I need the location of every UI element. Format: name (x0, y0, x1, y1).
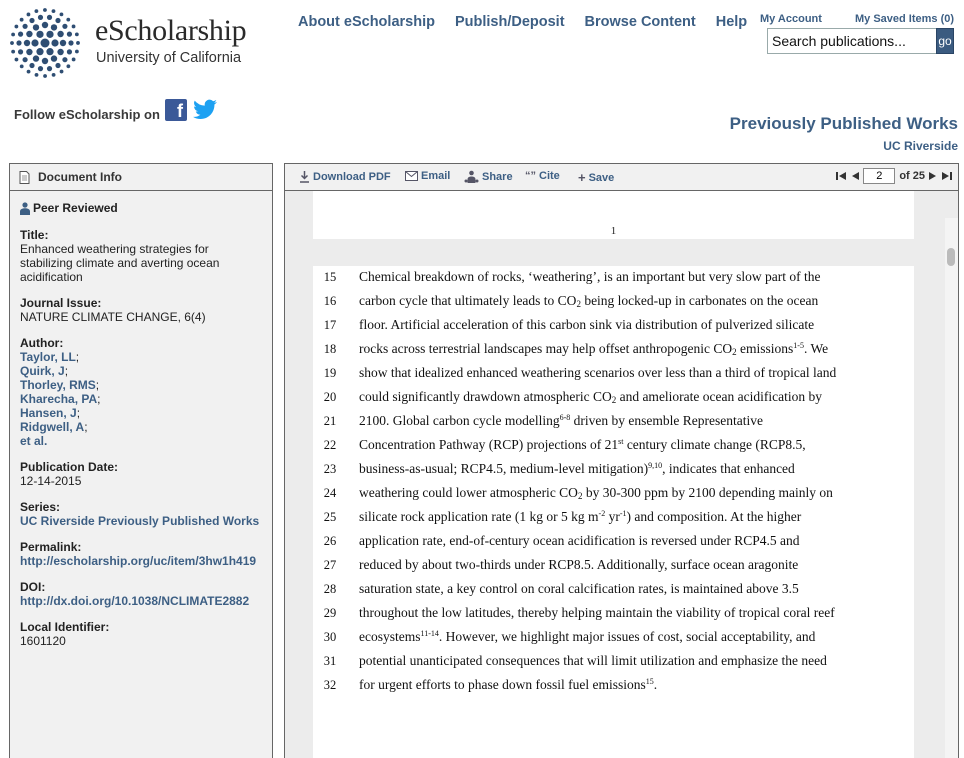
line-text: floor. Artificial acceleration of this carbon sink via distribution of pulverized silicate (359, 317, 815, 332)
previous-page (313, 191, 914, 239)
line-number: 18 (323, 342, 337, 356)
save-label: Save (588, 171, 615, 184)
series-label: Series: (20, 500, 61, 514)
journal-issue: NATURE CLIMATE CHANGE, 6(4) (20, 310, 206, 324)
document-line (313, 653, 914, 677)
cite-icon: “” (525, 170, 536, 182)
line-number: 24 (323, 486, 337, 500)
author-separator: ; (84, 420, 88, 434)
document-line (313, 389, 914, 413)
viewer-toolbar (285, 164, 958, 191)
follow-text: Follow eScholarship on (14, 107, 160, 122)
scrollbar-thumb[interactable] (947, 248, 955, 266)
author-link[interactable]: Kharecha, PA (20, 392, 98, 406)
line-number: 19 (323, 366, 337, 380)
pdf-viewer (284, 163, 959, 758)
page-number-input[interactable] (863, 168, 895, 184)
peer-reviewed-badge (20, 201, 262, 215)
page-number: 1 (610, 225, 617, 237)
permalink-link[interactable]: http://escholarship.org/uc/item/3hw1h419 (20, 554, 257, 568)
author-separator: ; (95, 378, 100, 392)
document-line (313, 509, 914, 533)
line-text: Chemical breakdown of rocks, ‘weathering’, is an important but very slow part of the (359, 269, 821, 284)
series-title[interactable]: Previously Published Works (729, 114, 958, 133)
twitter-icon[interactable] (191, 97, 219, 123)
line-number: 21 (323, 414, 337, 428)
line-text: silicate rock application rate (1 kg or 5 kg $m^{-2}$ $yr^{-1}$) and composition. At the higher (359, 509, 802, 524)
document-icon (19, 171, 30, 184)
escholarship-logo[interactable] (9, 8, 81, 78)
share-icon (464, 170, 479, 183)
document-line (313, 293, 914, 317)
download-pdf-button[interactable] (299, 170, 391, 183)
author-separator: ; (64, 364, 69, 378)
line-number: 22 (323, 438, 337, 452)
author-separator: ; (75, 350, 80, 364)
author-link[interactable]: Taylor, LL (20, 350, 76, 364)
document-line (313, 317, 914, 341)
share-button[interactable] (464, 170, 513, 183)
save-button[interactable] (578, 170, 614, 185)
document-line (313, 413, 914, 437)
line-text: rocks across terrestrial landscapes may help offset anthropogenic $CO_2$ emissions$^{1-5}$. We (359, 341, 829, 357)
line-number: 27 (323, 558, 337, 572)
document-line (313, 533, 914, 557)
document-line (313, 437, 914, 461)
publication-date: 12-14-2015 (20, 474, 82, 488)
line-text: application rate, end-of-century ocean acidification is reversed under RCP4.5 and (359, 533, 800, 548)
author-separator: ; (76, 406, 81, 420)
cite-button[interactable] (525, 170, 560, 182)
email-icon (405, 171, 418, 181)
line-number: 25 (323, 510, 337, 524)
line-text: for urgent efforts to phase down fossil fuel emissions$^{15}$. (359, 677, 658, 692)
person-icon (20, 202, 30, 215)
email-label: Email (421, 170, 451, 182)
scrollbar[interactable] (945, 218, 958, 758)
line-text: reduced by about two-thirds under RCP8.5. Additionally, surface ocean aragonite (359, 557, 799, 572)
line-number: 15 (323, 270, 337, 284)
title-label: Title: (20, 228, 49, 242)
line-text: ecosystems$^{11-14}$. However, we highlight major issues of cost, social acceptability, and (359, 629, 816, 644)
search-go-button[interactable]: go (936, 28, 954, 54)
brand-subtitle: University of California (96, 50, 242, 66)
first-page-icon[interactable] (836, 171, 847, 181)
line-number: 23 (323, 462, 337, 476)
line-number: 28 (323, 582, 337, 596)
permalink-label: Permalink: (20, 540, 82, 554)
brand-name[interactable]: eScholarship (95, 14, 247, 47)
line-text: saturation state, a key control on coral calcification rates, is maintained above 3.5 (359, 581, 799, 596)
series-link[interactable]: UC Riverside Previously Published Works (20, 514, 260, 528)
author-link[interactable]: Thorley, RMS (20, 378, 96, 392)
doi-link[interactable]: http://dx.doi.org/10.1038/NCLIMATE2882 (20, 594, 250, 608)
line-number: 29 (323, 606, 337, 620)
nav-help-link[interactable]: Help (715, 14, 748, 30)
plus-icon: + (578, 170, 586, 185)
line-number: 17 (323, 318, 337, 332)
line-number: 16 (323, 294, 337, 308)
line-number: 20 (323, 390, 337, 404)
document-line (313, 269, 914, 293)
nav-about-link[interactable]: About eScholarship (298, 14, 435, 30)
peer-reviewed-label: Peer Reviewed (33, 201, 118, 215)
saved-items-link[interactable]: My Saved Items (0) (855, 13, 955, 25)
campus-link[interactable]: UC Riverside (883, 139, 958, 153)
line-text: business-as-usual; RCP4.5, medium-level mitigation)$^{9,10}$, indicates that enhanced (359, 461, 795, 476)
line-number: 31 (323, 654, 337, 668)
download-pdf-label: Download PDF (313, 170, 391, 183)
document-line (313, 581, 914, 605)
author-link[interactable]: Ridgwell, A (20, 420, 85, 434)
email-button[interactable] (405, 170, 450, 182)
cite-label: Cite (539, 170, 560, 182)
document-view[interactable] (285, 191, 958, 758)
doi-label: DOI: (20, 580, 46, 594)
line-text: weathering could lower atmospheric $CO_2$ by 30-300 ppm by 2100 depending mainly on (359, 485, 833, 501)
line-text: carbon cycle that ultimately leads to $CO_2$ being locked-up in carbonates on the ocean (359, 293, 819, 309)
document-line (313, 605, 914, 629)
nav-browse-link[interactable]: Browse Content (584, 14, 696, 30)
page-navigator (836, 168, 952, 184)
local-identifier: 1601120 (20, 634, 66, 648)
publication-date-label: Publication Date: (20, 460, 119, 474)
line-text: potential unanticipated consequences that will limit utilization and emphasize the need (359, 653, 827, 668)
document-line (313, 461, 914, 485)
download-icon (299, 170, 310, 183)
total-pages: of 25 (899, 170, 925, 182)
author-link[interactable]: Hansen, J (20, 406, 77, 420)
document-line (313, 557, 914, 581)
document-line (313, 629, 914, 653)
line-text: show that idealized enhanced weathering scenarios over less than a third of tropical land (359, 365, 837, 380)
local-identifier-label: Local Identifier: (20, 620, 110, 634)
document-title: Enhanced weathering strategies for stabilizing climate and averting ocean acidification (20, 242, 220, 284)
journal-issue-label: Journal Issue: (20, 296, 102, 310)
line-text: 2100. Global carbon cycle modelling$^{6-8}$ driven by ensemble Representative (359, 413, 763, 428)
document-line (313, 365, 914, 389)
document-info-title: Document Info (38, 170, 122, 184)
next-page-icon[interactable] (929, 171, 937, 181)
document-line (313, 341, 914, 365)
document-info-panel (9, 163, 273, 758)
author-label: Author: (20, 336, 64, 350)
my-account-link[interactable]: My Account (760, 13, 822, 25)
search-input[interactable] (767, 28, 937, 54)
facebook-icon[interactable]: f (165, 99, 187, 121)
line-text: Concentration Pathway (RCP) projections of 21st century climate change (RCP8.5, (359, 437, 806, 452)
line-text: throughout the low latitudes, thereby helping maintain the viability of tropical coral reef (359, 605, 835, 620)
nav-publish-link[interactable]: Publish/Deposit (454, 14, 565, 30)
line-number: 26 (323, 534, 337, 548)
document-line (313, 677, 914, 701)
author-separator: ; (97, 392, 101, 406)
last-page-icon[interactable] (941, 171, 952, 181)
top-navigation (298, 14, 747, 30)
author-list (20, 350, 262, 448)
line-text: could significantly drawdown atmospheric $CO_2$ and ameliorate ocean acidification by (359, 389, 822, 405)
et-al-link[interactable]: et al. (20, 434, 48, 448)
current-page (313, 266, 914, 758)
previous-page-icon[interactable] (851, 171, 859, 181)
line-number: 32 (323, 678, 337, 692)
line-number: 30 (323, 630, 337, 644)
author-link[interactable]: Quirk, J (20, 364, 65, 378)
share-label: Share (482, 170, 513, 183)
document-info-header (10, 164, 272, 191)
document-line (313, 485, 914, 509)
